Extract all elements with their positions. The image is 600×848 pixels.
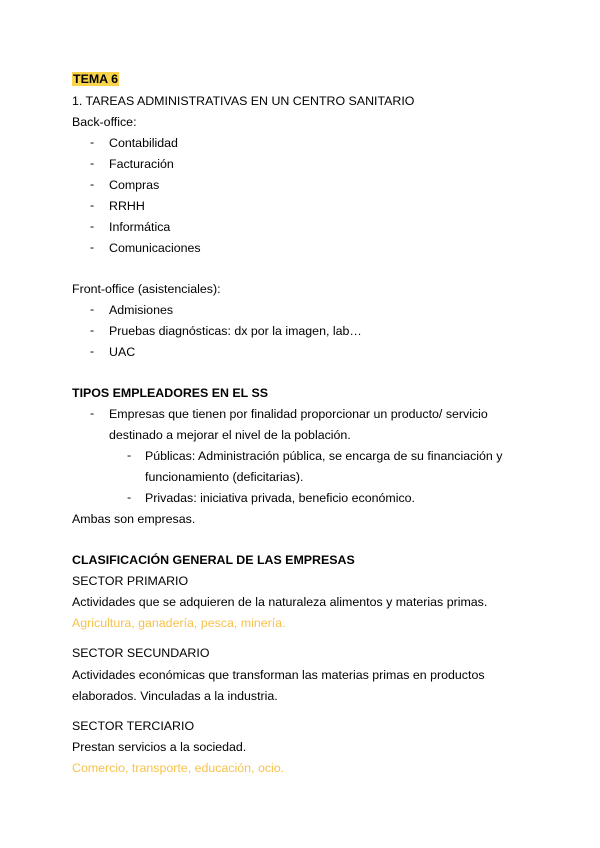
- title-highlight: TEMA 6: [73, 72, 118, 86]
- backoffice-label: Back-office:: [72, 115, 137, 129]
- list-item: Contabilidad: [109, 136, 178, 150]
- page-title: [72, 71, 119, 87]
- list-item: Informática: [109, 220, 171, 234]
- list-dash: -: [90, 156, 95, 170]
- sector-terciario-examples: Comercio, transporte, educación, ocio.: [72, 761, 285, 775]
- list-dash: -: [90, 240, 95, 254]
- sector-primario-text: Actividades que se adquieren de la naturaleza alimentos y materias primas.: [72, 595, 488, 609]
- list-item: RRHH: [109, 199, 145, 213]
- sector-primario-title: SECTOR PRIMARIO: [72, 574, 189, 588]
- sector-secundario-text: Actividades económicas que transforman las materias primas en productos: [72, 668, 485, 682]
- sublist-dash: -: [127, 490, 132, 504]
- sector-secundario-title: SECTOR SECUNDARIO: [72, 646, 210, 660]
- sublist-item-line: funcionamiento (deficitarias).: [145, 470, 304, 484]
- list-dash: -: [90, 302, 95, 316]
- section2-heading: TIPOS EMPLEADORES EN EL SS: [72, 386, 268, 400]
- sector-secundario-text: elaborados. Vinculadas a la industria.: [72, 689, 278, 703]
- sector-terciario-text: Prestan servicios a la sociedad.: [72, 740, 247, 754]
- list-item: UAC: [109, 345, 136, 359]
- list-item: Admisiones: [109, 303, 174, 317]
- list-item: Compras: [109, 178, 160, 192]
- sector-terciario-title: SECTOR TERCIARIO: [72, 719, 195, 733]
- sublist-item-line: Privadas: iniciativa privada, beneficio económico.: [145, 491, 415, 505]
- list-dash: -: [90, 219, 95, 233]
- closing-text: Ambas son empresas.: [72, 512, 196, 526]
- list-item: Comunicaciones: [109, 241, 201, 255]
- list-item: Facturación: [109, 157, 174, 171]
- list-dash: -: [90, 323, 95, 337]
- sector-primario-examples: Agricultura, ganadería, pesca, minería.: [72, 616, 286, 630]
- list-dash: -: [90, 344, 95, 358]
- sublist-dash: -: [127, 448, 132, 462]
- list-dash: -: [90, 198, 95, 212]
- list-item-line: Empresas que tienen por finalidad proporcionar un producto/ servicio: [109, 407, 488, 421]
- list-dash: -: [90, 135, 95, 149]
- section3-heading: CLASIFICACIÓN GENERAL DE LAS EMPRESAS: [72, 553, 355, 567]
- section1-heading: 1. TAREAS ADMINISTRATIVAS EN UN CENTRO SANITARIO: [72, 94, 415, 108]
- frontoffice-label: Front-office (asistenciales):: [72, 282, 221, 296]
- list-item: Pruebas diagnósticas: dx por la imagen, lab…: [109, 324, 362, 338]
- list-dash: -: [90, 177, 95, 191]
- list-dash: -: [90, 406, 95, 420]
- sublist-item-line: Públicas: Administración pública, se encarga de su financiación y: [145, 449, 503, 463]
- list-item-line: destinado a mejorar el nivel de la población.: [109, 428, 351, 442]
